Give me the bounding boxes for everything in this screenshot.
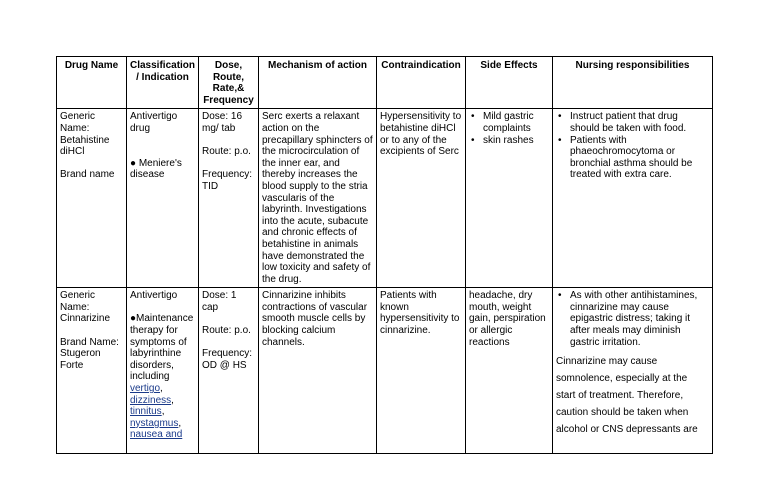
link-dizziness[interactable]: dizziness bbox=[130, 394, 172, 406]
list-item: • Patients with phaeochromocytoma or bronchial asthma should be treated with extra care. bbox=[558, 134, 693, 181]
classification-text: Antivertigo bbox=[130, 290, 178, 302]
header-row bbox=[57, 57, 713, 109]
drug-name-cell bbox=[57, 109, 127, 288]
header-mechanism: Mechanism of action bbox=[259, 57, 377, 109]
link-vertigo[interactable]: vertigo bbox=[130, 383, 161, 395]
bullet-icon: • bbox=[558, 111, 562, 123]
list-item: • skin rashes bbox=[471, 134, 534, 146]
drug-name-cell bbox=[57, 288, 127, 454]
contraindication-cell bbox=[377, 109, 466, 288]
mechanism-text: Serc exerts a relaxant action on the precapillary sphincters of the microcirculation of the inner ear, and thereby increases the blood supply to the stria vascularis of the labyrinth. Investigations into the acute, subacute and chronic effects of betahistine in animals have demonstrated the low toxicity and safety of the drug. bbox=[262, 111, 373, 285]
nursing-cell bbox=[553, 288, 713, 454]
link-nystagmus[interactable]: nystagmus bbox=[130, 417, 179, 429]
side-effects-list bbox=[469, 111, 549, 146]
side-effects-cell bbox=[466, 109, 553, 288]
dose-cell bbox=[199, 288, 259, 454]
indication-text: ● Meniere's disease bbox=[130, 157, 182, 181]
header-contraindication: Contraindication bbox=[377, 57, 466, 109]
route-text: Route: p.o. bbox=[202, 146, 251, 158]
table-row bbox=[57, 288, 713, 454]
header-nursing: Nursing responsibilities bbox=[553, 57, 713, 109]
list-item: • As with other antihistamines, cinnarizine may cause epigastric distress; taking it after meals may diminish gastric irritation. bbox=[558, 290, 698, 348]
mechanism-cell bbox=[259, 109, 377, 288]
nursing-text: Cinnarizine may cause somnolence, especially at the start of treatment. Therefore, caution should be taken when alcohol or CNS depressants are bbox=[556, 356, 698, 436]
drug-study-table-container bbox=[56, 56, 712, 454]
classification-cell: Antivertigo ●Maintenance therapy for symptoms of labyrinthine disorders, including vertigo, dizziness, tinnitus, nystagmus, nausea and bbox=[127, 288, 199, 454]
brand-name: Brand Name: Stugeron Forte bbox=[60, 336, 119, 371]
contraindication-text: Patients with known hypersensitivity to cinnarizine. bbox=[380, 290, 460, 337]
side-effects-text: headache, dry mouth, weight gain, perspiration or allergic reactions bbox=[469, 290, 546, 348]
header-side-effects: Side Effects bbox=[466, 57, 553, 109]
brand-name: Brand name bbox=[60, 169, 115, 181]
mechanism-cell bbox=[259, 288, 377, 454]
indication-text: ●Maintenance therapy for symptoms of labyrinthine disorders, including bbox=[130, 313, 194, 383]
bullet-icon: • bbox=[558, 290, 562, 302]
bullet-icon: • bbox=[471, 134, 475, 146]
list-item: • Mild gastric complaints bbox=[471, 111, 534, 134]
dose-text: Dose: 1 cap bbox=[202, 290, 237, 313]
classification-cell bbox=[127, 109, 199, 288]
dose-cell bbox=[199, 109, 259, 288]
side-effects-cell bbox=[466, 288, 553, 454]
nursing-cell bbox=[553, 109, 713, 288]
mechanism-text: Cinnarizine inhibits contractions of vascular smooth muscle cells by blocking calcium channels. bbox=[262, 290, 368, 348]
header-classification: Classification / Indication bbox=[127, 57, 199, 109]
drug-study-table bbox=[56, 56, 713, 454]
route-text: Route: p.o. bbox=[202, 325, 251, 337]
generic-name: Generic Name: Betahistine diHCl bbox=[60, 111, 110, 158]
frequency-text: Frequency: TID bbox=[202, 169, 253, 192]
header-drug-name: Drug Name bbox=[57, 57, 127, 109]
contraindication-text: Hypersensitivity to betahistine diHCl or to any of the excipients of Serc bbox=[380, 111, 462, 158]
generic-name: Generic Name: Cinnarizine bbox=[60, 290, 111, 325]
table-row bbox=[57, 109, 713, 288]
frequency-text: Frequency: OD @ HS bbox=[202, 348, 253, 371]
header-dose: Dose, Route, Rate,& Frequency bbox=[199, 57, 259, 109]
dose-text: Dose: 16 mg/ tab bbox=[202, 111, 243, 134]
list-item: • Instruct patient that drug should be taken with food. bbox=[558, 111, 687, 134]
nursing-list bbox=[556, 111, 709, 181]
classification-text: Antivertigo drug bbox=[130, 111, 178, 134]
link-tinnitus[interactable]: tinnitus bbox=[130, 406, 162, 418]
bullet-icon: • bbox=[471, 111, 475, 123]
contraindication-cell bbox=[377, 288, 466, 454]
bullet-icon: • bbox=[558, 134, 562, 146]
nursing-list bbox=[556, 290, 709, 348]
link-nausea[interactable]: nausea and bbox=[130, 429, 183, 441]
